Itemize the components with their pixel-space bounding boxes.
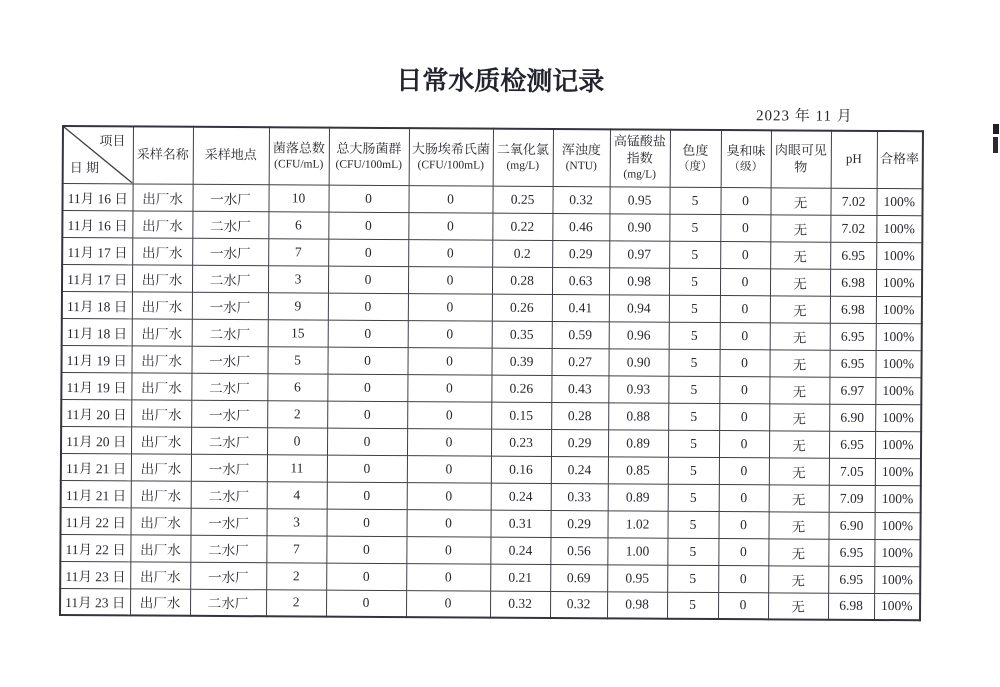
value-cell: 0.90 <box>609 213 669 240</box>
table-body <box>60 183 923 620</box>
value-cell: 出厂水 <box>131 507 191 534</box>
value-cell: 0.26 <box>491 375 551 402</box>
value-cell: 6.95 <box>829 431 875 458</box>
value-cell: 0 <box>327 401 407 428</box>
date-cell: 11月 18 日 <box>62 291 132 318</box>
value-cell: 0.23 <box>491 429 551 456</box>
value-cell: 7.02 <box>830 215 876 242</box>
value-cell: 二水厂 <box>192 265 268 292</box>
col-header-ph: pH <box>831 131 877 188</box>
value-cell: 100% <box>876 188 922 215</box>
value-cell: 6.98 <box>828 593 874 620</box>
date-cell: 11月 20 日 <box>61 399 131 426</box>
value-cell: 0.97 <box>609 240 669 267</box>
value-cell: 7.09 <box>829 485 875 512</box>
value-cell: 6.90 <box>828 512 874 539</box>
value-cell: 100% <box>876 242 922 269</box>
value-cell: 100% <box>875 485 921 512</box>
value-cell: 0 <box>326 509 406 536</box>
value-cell: 0 <box>407 347 491 375</box>
col-header-total-coliform: 总大肠菌群 (CFU/100mL) <box>329 128 409 185</box>
value-cell: 100% <box>874 512 920 539</box>
value-cell: 二水厂 <box>190 589 266 616</box>
value-cell: 5 <box>669 241 720 268</box>
value-cell: 6.95 <box>828 566 874 593</box>
value-cell: 0.33 <box>551 483 608 510</box>
value-cell: 0 <box>327 374 407 401</box>
value-cell: 5 <box>668 349 719 376</box>
value-cell: 0 <box>718 592 768 619</box>
value-cell: 100% <box>875 404 921 431</box>
scan-artifact <box>993 137 998 153</box>
value-cell: 5 <box>669 268 720 295</box>
value-cell: 一水厂 <box>192 184 268 211</box>
page-title: 日常水质检测记录 <box>396 66 605 97</box>
value-cell: 5 <box>669 295 720 322</box>
col-header-sampling-name: 采样名称 <box>133 126 193 183</box>
table-row <box>60 588 920 620</box>
value-cell: 出厂水 <box>131 345 191 372</box>
value-cell: 0.26 <box>492 294 552 321</box>
value-cell: 0 <box>720 187 770 214</box>
value-cell: 0.25 <box>492 186 552 213</box>
value-cell: 出厂水 <box>131 480 191 507</box>
value-cell: 2 <box>267 400 327 427</box>
value-cell: 0.27 <box>551 348 608 375</box>
value-cell: 出厂水 <box>132 210 192 237</box>
date-cell: 11月 21 日 <box>61 453 131 480</box>
date-cell: 11月 22 日 <box>60 534 130 561</box>
value-cell: 0.93 <box>608 375 668 402</box>
value-cell: 0 <box>328 185 408 212</box>
date-cell: 11月 19 日 <box>61 372 131 399</box>
value-cell: 0 <box>719 457 769 484</box>
value-cell: 二水厂 <box>191 481 267 508</box>
value-cell: 100% <box>876 215 922 242</box>
value-cell: 0 <box>327 482 407 509</box>
value-cell: 0 <box>407 455 491 483</box>
value-cell: 无 <box>770 241 830 268</box>
corner-header-cell <box>63 126 133 183</box>
value-cell: 0 <box>408 239 492 267</box>
value-cell: 无 <box>768 511 828 538</box>
value-cell: 二水厂 <box>191 373 267 400</box>
value-cell: 出厂水 <box>131 453 191 480</box>
value-cell: 0 <box>406 536 490 564</box>
value-cell: 0.43 <box>551 375 608 402</box>
value-cell: 6.95 <box>830 242 876 269</box>
value-cell: 0.29 <box>551 429 608 456</box>
value-cell: 0 <box>408 212 492 240</box>
date-cell: 11月 23 日 <box>60 561 130 588</box>
value-cell: 9 <box>268 292 328 319</box>
value-cell: 无 <box>770 295 830 322</box>
value-cell: 7.05 <box>829 458 875 485</box>
value-cell: 无 <box>769 457 829 484</box>
col-header-visible-matter: 肉眼可见物 <box>771 130 831 187</box>
value-cell: 0 <box>408 266 492 294</box>
value-cell: 出厂水 <box>131 426 191 453</box>
value-cell: 15 <box>268 319 328 346</box>
value-cell: 0 <box>406 590 490 618</box>
col-header-sampling-location: 采样地点 <box>193 127 269 184</box>
value-cell: 0 <box>407 401 491 429</box>
value-cell: 0.88 <box>608 402 668 429</box>
value-cell: 5 <box>668 430 719 457</box>
header-row <box>63 126 923 188</box>
value-cell: 二水厂 <box>190 535 266 562</box>
value-cell: 0 <box>328 266 408 293</box>
value-cell: 出厂水 <box>132 318 192 345</box>
corner-label-item: 项目 <box>99 133 126 149</box>
value-cell: 100% <box>875 431 921 458</box>
water-quality-table <box>59 125 924 621</box>
value-cell: 无 <box>770 268 830 295</box>
value-cell: 无 <box>769 376 829 403</box>
value-cell: 无 <box>769 349 829 376</box>
value-cell: 6.97 <box>829 377 875 404</box>
value-cell: 6.90 <box>829 404 875 431</box>
value-cell: 一水厂 <box>192 292 268 319</box>
value-cell: 6 <box>268 211 328 238</box>
value-cell: 5 <box>669 322 720 349</box>
value-cell: 0.24 <box>491 483 551 510</box>
value-cell: 2 <box>266 562 326 589</box>
value-cell: 无 <box>768 538 828 565</box>
value-cell: 0 <box>408 185 492 213</box>
date-cell: 11月 22 日 <box>61 507 131 534</box>
value-cell: 5 <box>667 538 718 565</box>
value-cell: 6.98 <box>830 269 876 296</box>
value-cell: 0.29 <box>552 240 609 267</box>
value-cell: 0 <box>327 347 407 374</box>
value-cell: 0.89 <box>608 429 668 456</box>
value-cell: 0 <box>720 268 770 295</box>
value-cell: 0 <box>718 565 768 592</box>
value-cell: 4 <box>267 481 327 508</box>
col-header-e-coli: 大肠埃希氏菌 (CFU/100mL) <box>409 128 493 186</box>
value-cell: 5 <box>667 592 718 619</box>
col-header-chromaticity: 色度 （度） <box>670 130 721 187</box>
value-cell: 无 <box>769 484 829 511</box>
value-cell: 3 <box>266 508 326 535</box>
value-cell: 0 <box>720 295 770 322</box>
value-cell: 0.85 <box>608 456 668 483</box>
date-cell: 11月 19 日 <box>61 345 131 372</box>
corner-label-date: 日 期 <box>69 159 100 175</box>
value-cell: 出厂水 <box>130 534 190 561</box>
value-cell: 0 <box>326 536 406 563</box>
col-header-colony-count: 菌落总数 (CFU/mL) <box>269 127 329 184</box>
col-header-pass-rate: 合格率 <box>877 131 923 188</box>
value-cell: 0.21 <box>490 564 550 591</box>
value-cell: 0.31 <box>490 510 550 537</box>
value-cell: 0 <box>267 427 327 454</box>
value-cell: 0.41 <box>552 294 609 321</box>
value-cell: 3 <box>268 265 328 292</box>
value-cell: 0.95 <box>609 186 669 213</box>
value-cell: 0 <box>326 590 406 617</box>
value-cell: 0.29 <box>550 510 607 537</box>
value-cell: 6 <box>267 373 327 400</box>
value-cell: 0 <box>719 430 769 457</box>
value-cell: 0.59 <box>552 321 609 348</box>
value-cell: 0.39 <box>491 348 551 375</box>
value-cell: 1.00 <box>607 537 667 564</box>
value-cell: 无 <box>770 322 830 349</box>
value-cell: 0 <box>328 293 408 320</box>
value-cell: 一水厂 <box>190 562 266 589</box>
value-cell: 0 <box>407 482 491 510</box>
value-cell: 100% <box>876 269 922 296</box>
value-cell: 0.98 <box>607 591 667 618</box>
value-cell: 0 <box>328 239 408 266</box>
value-cell: 0 <box>327 455 407 482</box>
value-cell: 0 <box>328 320 408 347</box>
value-cell: 无 <box>769 430 829 457</box>
date-cell: 11月 17 日 <box>62 237 132 264</box>
value-cell: 7 <box>266 535 326 562</box>
value-cell: 6.95 <box>828 539 874 566</box>
date-cell: 11月 21 日 <box>61 480 131 507</box>
value-cell: 0.69 <box>550 564 607 591</box>
value-cell: 一水厂 <box>191 346 267 373</box>
value-cell: 出厂水 <box>131 372 191 399</box>
value-cell: 5 <box>267 346 327 373</box>
value-cell: 无 <box>769 403 829 430</box>
value-cell: 0 <box>719 376 769 403</box>
value-cell: 出厂水 <box>130 588 190 615</box>
value-cell: 二水厂 <box>192 319 268 346</box>
value-cell: 100% <box>875 458 921 485</box>
value-cell: 二水厂 <box>191 427 267 454</box>
date-cell: 11月 18 日 <box>62 318 132 345</box>
value-cell: 0.2 <box>492 240 552 267</box>
value-cell: 5 <box>669 187 720 214</box>
value-cell: 0 <box>407 374 491 402</box>
value-cell: 0.98 <box>609 267 669 294</box>
table-header <box>63 126 923 188</box>
col-header-chlorine-dioxide: 二氧化氯 (mg/L) <box>493 129 553 186</box>
scan-artifact <box>993 124 999 134</box>
value-cell: 0 <box>719 349 769 376</box>
value-cell: 0 <box>406 563 490 591</box>
value-cell: 0.95 <box>607 564 667 591</box>
value-cell: 0.56 <box>550 537 607 564</box>
value-cell: 出厂水 <box>130 561 190 588</box>
value-cell: 11 <box>267 454 327 481</box>
report-date: 2023 年 11 月 <box>756 108 853 125</box>
date-cell: 11月 16 日 <box>62 210 132 237</box>
date-cell: 11月 20 日 <box>61 426 131 453</box>
value-cell: 0 <box>326 563 406 590</box>
value-cell: 0.24 <box>490 537 550 564</box>
value-cell: 0.89 <box>608 483 668 510</box>
value-cell: 0.32 <box>552 186 609 213</box>
value-cell: 1.02 <box>607 510 667 537</box>
value-cell: 0.32 <box>550 591 607 618</box>
value-cell: 0.63 <box>552 267 609 294</box>
value-cell: 10 <box>268 184 328 211</box>
value-cell: 100% <box>875 350 921 377</box>
value-cell: 一水厂 <box>191 400 267 427</box>
value-cell: 5 <box>667 565 718 592</box>
value-cell: 5 <box>669 214 720 241</box>
value-cell: 0 <box>408 293 492 321</box>
value-cell: 0.46 <box>552 213 609 240</box>
value-cell: 无 <box>768 565 828 592</box>
value-cell: 出厂水 <box>132 264 192 291</box>
value-cell: 0 <box>327 428 407 455</box>
value-cell: 0.94 <box>609 294 669 321</box>
value-cell: 二水厂 <box>192 211 268 238</box>
value-cell: 出厂水 <box>131 399 191 426</box>
value-cell: 100% <box>875 377 921 404</box>
value-cell: 0 <box>719 403 769 430</box>
value-cell: 一水厂 <box>192 238 268 265</box>
value-cell: 0 <box>406 509 490 537</box>
value-cell: 100% <box>874 566 920 593</box>
value-cell: 0 <box>328 212 408 239</box>
value-cell: 2 <box>266 589 326 616</box>
value-cell: 100% <box>874 593 920 620</box>
value-cell: 无 <box>770 214 830 241</box>
value-cell: 无 <box>770 187 830 214</box>
value-cell: 0.32 <box>490 591 550 618</box>
value-cell: 0.24 <box>551 456 608 483</box>
value-cell: 0 <box>718 538 768 565</box>
date-cell: 11月 23 日 <box>60 588 130 615</box>
value-cell: 5 <box>668 376 719 403</box>
value-cell: 0.90 <box>608 348 668 375</box>
col-header-turbidity: 浑浊度 (NTU) <box>553 129 610 186</box>
value-cell: 0.22 <box>492 213 552 240</box>
value-cell: 7.02 <box>830 188 876 215</box>
value-cell: 5 <box>667 511 718 538</box>
value-cell: 一水厂 <box>190 508 266 535</box>
value-cell: 0 <box>408 320 492 348</box>
value-cell: 0.16 <box>491 456 551 483</box>
value-cell: 100% <box>874 539 920 566</box>
value-cell: 100% <box>876 323 922 350</box>
value-cell: 6.95 <box>830 323 876 350</box>
value-cell: 5 <box>668 484 719 511</box>
value-cell: 5 <box>668 457 719 484</box>
value-cell: 0.28 <box>492 267 552 294</box>
value-cell: 0 <box>407 428 491 456</box>
value-cell: 0.35 <box>492 321 552 348</box>
value-cell: 7 <box>268 238 328 265</box>
value-cell: 100% <box>876 296 922 323</box>
value-cell: 0 <box>720 241 770 268</box>
value-cell: 0 <box>720 322 770 349</box>
value-cell: 出厂水 <box>132 291 192 318</box>
value-cell: 出厂水 <box>132 237 192 264</box>
col-header-permanganate-index: 高锰酸盐指数 (mg/L) <box>610 129 670 186</box>
value-cell: 6.98 <box>830 296 876 323</box>
value-cell: 0.28 <box>551 402 608 429</box>
value-cell: 出厂水 <box>132 183 192 210</box>
value-cell: 6.95 <box>829 350 875 377</box>
value-cell: 0 <box>720 214 770 241</box>
value-cell: 无 <box>768 592 828 619</box>
date-cell: 11月 16 日 <box>62 183 132 210</box>
value-cell: 0.96 <box>609 321 669 348</box>
value-cell: 0.15 <box>491 402 551 429</box>
value-cell: 0 <box>719 484 769 511</box>
value-cell: 0 <box>718 511 768 538</box>
value-cell: 5 <box>668 403 719 430</box>
date-cell: 11月 17 日 <box>62 264 132 291</box>
value-cell: 一水厂 <box>191 454 267 481</box>
col-header-odor-taste: 臭和味 （级） <box>721 130 771 187</box>
